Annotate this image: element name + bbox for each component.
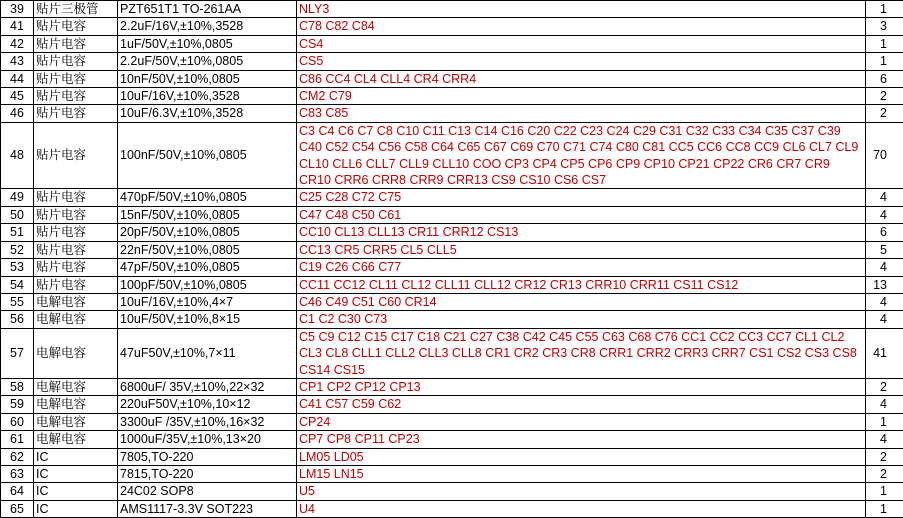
reference-designators-cell: CP1 CP2 CP12 CP13 (297, 378, 866, 395)
table-row (1, 35, 903, 52)
part-type-cell: IC (34, 483, 118, 500)
row-number: 62 (1, 448, 34, 465)
part-type-cell: 贴片电容 (34, 241, 118, 258)
table-row (1, 500, 903, 517)
spec-cell: 10uF/50V,±10%,8×15 (118, 311, 297, 328)
spec-cell: 1uF/50V,±10%,0805 (118, 35, 297, 52)
reference-designators-cell: CP7 CP8 CP11 CP23 (297, 431, 866, 448)
reference-designators-cell: C25 C28 C72 C75 (297, 189, 866, 206)
row-number: 54 (1, 276, 34, 293)
part-type-cell: 贴片电容 (34, 70, 118, 87)
reference-designators-cell: C3 C4 C6 C7 C8 C10 C11 C13 C14 C16 C20 C22 C23 C24 C29 C31 C32 C33 C34 C35 C37 C39 C40 C52 C54 C56 C58 C64 C65 C67 C69 C70 C71 C74 C80 C81 CC5 CC6 CC8 CC9 CL6 CL7 CL9 CL10 CLL6 CLL7 CLL9 CLL10 COO CP3 CP4 CP5 CP6 CP9 CP10 CP21 CP22 CR6 CR7 CR9 CR10 CRR6 CRR8 CRR9 CRR13 CS9 CS10 CS6 CS7 (297, 122, 866, 189)
row-number: 48 (1, 122, 34, 189)
part-type-cell: 贴片电容 (34, 224, 118, 241)
part-type-cell: 贴片电容 (34, 53, 118, 70)
reference-designators-cell: CP24 (297, 413, 866, 430)
quantity-cell: 2 (866, 105, 903, 122)
spec-cell: 3300uF /35V,±10%,16×32 (118, 413, 297, 430)
table-row (1, 122, 903, 189)
quantity-cell: 1 (866, 1, 903, 18)
quantity-cell: 4 (866, 431, 903, 448)
reference-designators-cell: C19 C26 C66 C77 (297, 259, 866, 276)
table-row (1, 378, 903, 395)
reference-designators-cell: U4 (297, 500, 866, 517)
table-row (1, 53, 903, 70)
row-number: 63 (1, 465, 34, 482)
row-number: 45 (1, 88, 34, 105)
spec-cell: 22nF/50V,±10%,0805 (118, 241, 297, 258)
row-number: 60 (1, 413, 34, 430)
part-type-cell: 电解电容 (34, 311, 118, 328)
spec-cell: PZT651T1 TO-261AA (118, 1, 297, 18)
part-type-cell: IC (34, 448, 118, 465)
quantity-cell: 1 (866, 413, 903, 430)
table-row (1, 293, 903, 310)
table-row (1, 18, 903, 35)
spec-cell: 47pF/50V,±10%,0805 (118, 259, 297, 276)
spec-cell: AMS1117-3.3V SOT223 (118, 500, 297, 517)
part-type-cell: 贴片电容 (34, 35, 118, 52)
table-row (1, 311, 903, 328)
part-type-cell: 电解电容 (34, 293, 118, 310)
row-number: 56 (1, 311, 34, 328)
part-type-cell: 贴片电容 (34, 18, 118, 35)
part-type-cell: 电解电容 (34, 431, 118, 448)
row-number: 42 (1, 35, 34, 52)
quantity-cell: 3 (866, 18, 903, 35)
reference-designators-cell: CS4 (297, 35, 866, 52)
reference-designators-cell: C5 C9 C12 C15 C17 C18 C21 C27 C38 C42 C45 C55 C63 C68 C76 CC1 CC2 CC3 CC7 CL1 CL2 CL3 CL8 CLL1 CLL2 CLL3 CLL8 CR1 CR2 CR3 CR8 CRR1 CRR2 CRR3 CRR7 CS1 CS2 CS3 CS8 CS14 CS15 (297, 328, 866, 378)
table-row (1, 70, 903, 87)
row-number: 51 (1, 224, 34, 241)
quantity-cell: 41 (866, 328, 903, 378)
table-row (1, 1, 903, 18)
row-number: 65 (1, 500, 34, 517)
reference-designators-cell: C46 C49 C51 C60 CR14 (297, 293, 866, 310)
reference-designators-cell: CC13 CR5 CRR5 CL5 CLL5 (297, 241, 866, 258)
table-row (1, 413, 903, 430)
row-number: 50 (1, 206, 34, 223)
spec-cell: 470pF/50V,±10%,0805 (118, 189, 297, 206)
spec-cell: 10nF/50V,±10%,0805 (118, 70, 297, 87)
reference-designators-cell: C78 C82 C84 (297, 18, 866, 35)
spec-cell: 7815,TO-220 (118, 465, 297, 482)
spec-cell: 100nF/50V,±10%,0805 (118, 122, 297, 189)
reference-designators-cell: C1 C2 C30 C73 (297, 311, 866, 328)
quantity-cell: 4 (866, 311, 903, 328)
part-type-cell: 电解电容 (34, 378, 118, 395)
spec-cell: 15nF/50V,±10%,0805 (118, 206, 297, 223)
reference-designators-cell: CM2 C79 (297, 88, 866, 105)
part-type-cell: 电解电容 (34, 396, 118, 413)
quantity-cell: 1 (866, 53, 903, 70)
spec-cell: 7805,TO-220 (118, 448, 297, 465)
reference-designators-cell: U5 (297, 483, 866, 500)
part-type-cell: IC (34, 465, 118, 482)
spec-cell: 24C02 SOP8 (118, 483, 297, 500)
row-number: 57 (1, 328, 34, 378)
table-row (1, 189, 903, 206)
table-row (1, 448, 903, 465)
reference-designators-cell: CC11 CC12 CL11 CL12 CLL11 CLL12 CR12 CR13 CRR10 CRR11 CS11 CS12 (297, 276, 866, 293)
table-row (1, 88, 903, 105)
table-row (1, 105, 903, 122)
part-type-cell: 贴片电容 (34, 276, 118, 293)
quantity-cell: 4 (866, 189, 903, 206)
spec-cell: 1000uF/35V,±10%,13×20 (118, 431, 297, 448)
row-number: 46 (1, 105, 34, 122)
table-row (1, 396, 903, 413)
spec-cell: 6800uF/ 35V,±10%,22×32 (118, 378, 297, 395)
table-row (1, 483, 903, 500)
bom-table-body (1, 1, 903, 518)
quantity-cell: 4 (866, 293, 903, 310)
reference-designators-cell: C83 C85 (297, 105, 866, 122)
part-type-cell: 贴片电容 (34, 206, 118, 223)
row-number: 55 (1, 293, 34, 310)
quantity-cell: 2 (866, 378, 903, 395)
table-row (1, 241, 903, 258)
row-number: 49 (1, 189, 34, 206)
row-number: 41 (1, 18, 34, 35)
quantity-cell: 6 (866, 70, 903, 87)
part-type-cell: 贴片电容 (34, 259, 118, 276)
quantity-cell: 2 (866, 465, 903, 482)
spec-cell: 10uF/6.3V,±10%,3528 (118, 105, 297, 122)
table-row (1, 206, 903, 223)
quantity-cell: 2 (866, 88, 903, 105)
part-type-cell: 贴片电容 (34, 122, 118, 189)
spec-cell: 220uF50V,±10%,10×12 (118, 396, 297, 413)
row-number: 61 (1, 431, 34, 448)
quantity-cell: 2 (866, 448, 903, 465)
part-type-cell: 电解电容 (34, 413, 118, 430)
part-type-cell: IC (34, 500, 118, 517)
spec-cell: 100pF/50V,±10%,0805 (118, 276, 297, 293)
spec-cell: 10uF/16V,±10%,4×7 (118, 293, 297, 310)
quantity-cell: 1 (866, 500, 903, 517)
quantity-cell: 4 (866, 396, 903, 413)
row-number: 59 (1, 396, 34, 413)
table-row (1, 465, 903, 482)
table-row (1, 431, 903, 448)
spec-cell: 2.2uF/16V,±10%,3528 (118, 18, 297, 35)
quantity-cell: 4 (866, 259, 903, 276)
reference-designators-cell: C47 C48 C50 C61 (297, 206, 866, 223)
spec-cell: 47uF50V,±10%,7×11 (118, 328, 297, 378)
spec-cell: 10uF/16V,±10%,3528 (118, 88, 297, 105)
part-type-cell: 电解电容 (34, 328, 118, 378)
table-row (1, 259, 903, 276)
table-row (1, 328, 903, 378)
reference-designators-cell: CS5 (297, 53, 866, 70)
quantity-cell: 1 (866, 35, 903, 52)
reference-designators-cell: C86 CC4 CL4 CLL4 CR4 CRR4 (297, 70, 866, 87)
reference-designators-cell: LM05 LD05 (297, 448, 866, 465)
table-row (1, 276, 903, 293)
row-number: 53 (1, 259, 34, 276)
row-number: 58 (1, 378, 34, 395)
quantity-cell: 5 (866, 241, 903, 258)
row-number: 52 (1, 241, 34, 258)
row-number: 44 (1, 70, 34, 87)
reference-designators-cell: C41 C57 C59 C62 (297, 396, 866, 413)
quantity-cell: 13 (866, 276, 903, 293)
part-type-cell: 贴片电容 (34, 88, 118, 105)
quantity-cell: 6 (866, 224, 903, 241)
table-row (1, 224, 903, 241)
part-type-cell: 贴片电容 (34, 105, 118, 122)
spec-cell: 2.2uF/50V,±10%,0805 (118, 53, 297, 70)
quantity-cell: 4 (866, 206, 903, 223)
reference-designators-cell: NLY3 (297, 1, 866, 18)
row-number: 39 (1, 1, 34, 18)
quantity-cell: 1 (866, 483, 903, 500)
part-type-cell: 贴片电容 (34, 189, 118, 206)
row-number: 43 (1, 53, 34, 70)
part-type-cell: 贴片三极管 (34, 1, 118, 18)
reference-designators-cell: CC10 CL13 CLL13 CR11 CRR12 CS13 (297, 224, 866, 241)
row-number: 64 (1, 483, 34, 500)
spec-cell: 20pF/50V,±10%,0805 (118, 224, 297, 241)
quantity-cell: 70 (866, 122, 903, 189)
reference-designators-cell: LM15 LN15 (297, 465, 866, 482)
